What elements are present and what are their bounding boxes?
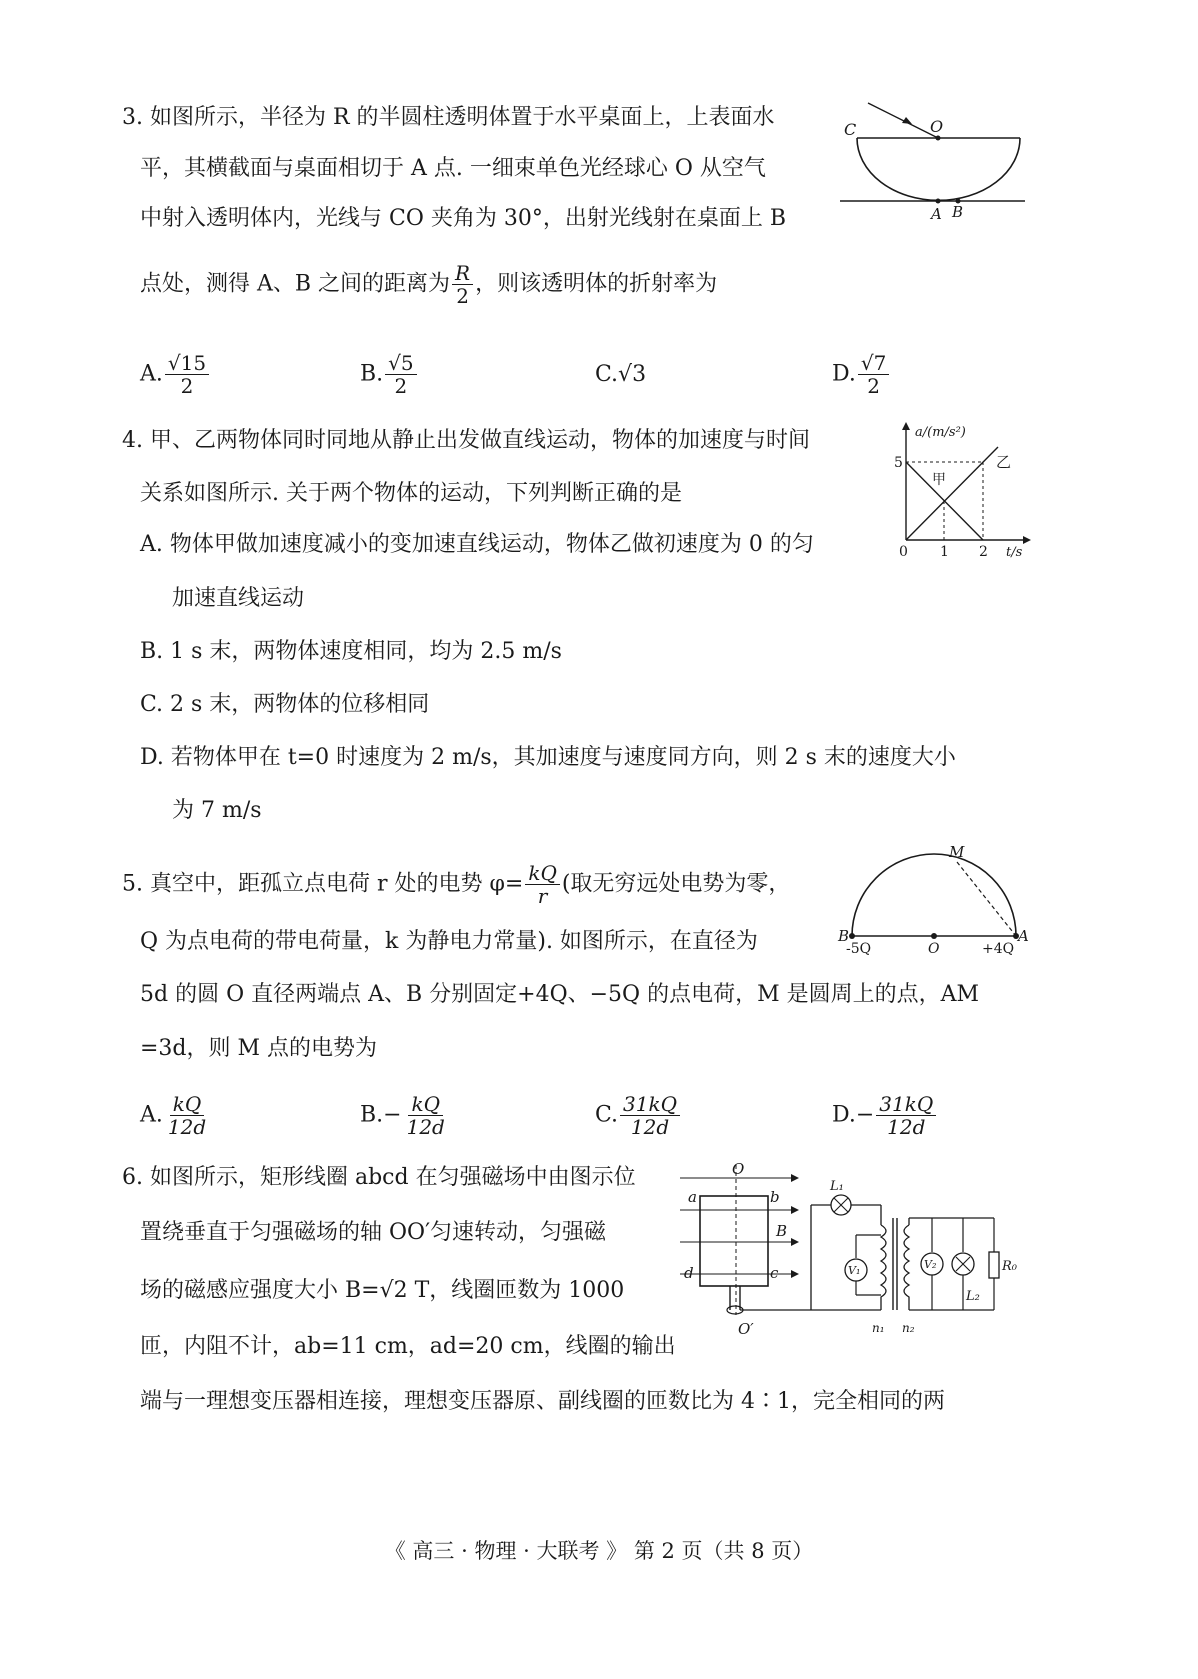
q5-line-1 <box>122 862 790 907</box>
q5-option-c: C. $\frac{31kQ}{12d}$ <box>595 1093 682 1138</box>
q6-label-v2: V₂ <box>924 1258 937 1271</box>
q3-line-4 <box>140 262 717 307</box>
q3-line-1: 3. 如图所示，半径为 R 的半圆柱透明体置于水平桌面上，上表面水 <box>122 105 775 130</box>
q3-semicylinder-figure <box>840 95 1030 225</box>
q6-line-1: 6. 如图所示，矩形线圈 abcd 在匀强磁场中由图示位 <box>122 1165 636 1190</box>
q6-label-n1: n₁ <box>872 1321 885 1335</box>
q4-label-yi: 乙 <box>996 453 1012 471</box>
q6-label-n2: n₂ <box>902 1321 915 1335</box>
q4-x-tick-1: 1 <box>940 544 949 560</box>
q4-option-d: D. 若物体甲在 t=0 时速度为 2 m/s，其加速度与速度同方向，则 2 s 末的速度大小 <box>140 745 956 770</box>
q5-label-b: B <box>838 927 850 945</box>
q5-label-m: M <box>949 843 965 861</box>
q4-option-c: C. 2 s 末，两物体的位移相同 <box>140 692 430 717</box>
q4-line-1: 4. 甲、乙两物体同时同地从静止出发做直线运动，物体的加速度与时间 <box>122 428 810 453</box>
q3-distance-fraction: $\frac{R}{2}$ <box>452 262 473 307</box>
q4-y-tick-5: 5 <box>894 455 903 471</box>
q4-x-tick-0: 0 <box>899 544 908 560</box>
q3-label-o: O <box>930 117 944 136</box>
q4-option-b: B. 1 s 末，两物体速度相同，均为 2.5 m/s <box>140 639 562 664</box>
q5-option-b: B.− $\frac{kQ}{12d}$ <box>360 1092 445 1139</box>
q4-option-d-cont: 为 7 m/s <box>172 798 262 823</box>
q4-y-axis-label: a/(m/s²) <box>915 425 966 440</box>
q5-line-3: 5d 的圆 O 直径两端点 A、B 分别固定+4Q、−5Q 的点电荷，M 是圆周上的点，AM <box>140 982 979 1007</box>
q6-label-v1: V₁ <box>848 1264 861 1277</box>
q6-label-b: b <box>770 1188 780 1206</box>
q5-label-pos-charge: +4Q <box>982 941 1015 955</box>
q6-line-5: 端与一理想变压器相连接，理想变压器原、副线圈的匝数比为 4∶1，完全相同的两 <box>140 1389 945 1414</box>
q4-option-a-cont: 加速直线运动 <box>172 586 305 611</box>
q6-label-r0: R₀ <box>1002 1259 1017 1274</box>
q4-option-a: A. 物体甲做加速度减小的变加速直线运动，物体乙做初速度为 0 的匀 <box>140 532 814 557</box>
q4-x-axis-label: t/s <box>1006 545 1023 560</box>
q6-label-o: O <box>732 1160 745 1178</box>
q4-x-tick-2: 2 <box>979 544 988 560</box>
q5-label-neg-charge: -5Q <box>846 941 872 955</box>
q5-label-a: A <box>1018 927 1029 945</box>
q6-label-l2: L₂ <box>966 1289 980 1304</box>
q3-line-4-tail: ，则该透明体的折射率为 <box>475 271 718 297</box>
q3-line-2: 平，其横截面与桌面相切于 A 点. 一细束单色光经球心 O 从空气 <box>140 156 766 181</box>
q5-potential-fraction: $\frac{kQ}{r}$ <box>525 862 560 907</box>
q5-option-a: A. $\frac{kQ}{12d}$ <box>140 1092 207 1139</box>
q4-line-2: 关系如图所示. 关于两个物体的运动，下列判断正确的是 <box>140 481 682 506</box>
q5-line-4: =3d，则 M 点的电势为 <box>140 1036 378 1061</box>
q3-option-a: A. $\frac{√15}{2}$ <box>140 352 211 397</box>
q3-option-c: C.√3 <box>595 362 647 387</box>
q5-line-1-head: 5. 真空中，距孤立点电荷 r 处的电势 φ= <box>122 871 524 897</box>
q4-acceleration-time-graph <box>888 420 1038 570</box>
q6-line-4: 匝，内阻不计，ab=11 cm，ad=20 cm，线圈的输出 <box>140 1334 676 1359</box>
q6-label-l1: L₁ <box>830 1179 844 1194</box>
q3-line-4-text: 点处，测得 A、B 之间的距离为 <box>140 271 451 297</box>
page-footer: 《 高三 · 物理 · 大联考 》 第 2 页（共 8 页） <box>384 1539 814 1563</box>
q6-label-d: d <box>684 1264 694 1282</box>
q6-line-3: 场的磁感应强度大小 B=√2 T，线圈匝数为 1000 <box>140 1278 625 1303</box>
q3-label-c: C <box>844 120 857 139</box>
q3-option-d: D. $\frac{√7}{2}$ <box>832 352 891 397</box>
q6-label-a: a <box>688 1188 697 1206</box>
q5-circle-charges-figure <box>832 840 1032 955</box>
q3-label-b: B <box>952 203 964 221</box>
q6-label-field-b: B <box>776 1222 788 1240</box>
q3-option-b: B. $\frac{√5}{2}$ <box>360 352 419 397</box>
q3-line-3: 中射入透明体内，光线与 CO 夹角为 30°，出射光线射在桌面上 B <box>140 206 787 231</box>
q5-line-1-tail: (取无穷远处电势为零， <box>561 871 791 897</box>
q6-generator-transformer-figure <box>676 1160 1028 1375</box>
q6-line-2: 置绕垂直于匀强磁场的轴 OO′匀速转动，匀强磁 <box>140 1220 607 1245</box>
q5-label-o: O <box>928 941 940 955</box>
q5-option-d: D.− $\frac{31kQ}{12d}$ <box>832 1093 938 1138</box>
q6-label-o-prime: O′ <box>738 1320 754 1338</box>
q4-label-jia: 甲 <box>932 472 946 488</box>
q5-line-2: Q 为点电荷的带电荷量，k 为静电力常量). 如图所示，在直径为 <box>140 929 758 954</box>
q3-label-a: A <box>931 205 942 223</box>
q6-label-c: c <box>770 1264 779 1282</box>
